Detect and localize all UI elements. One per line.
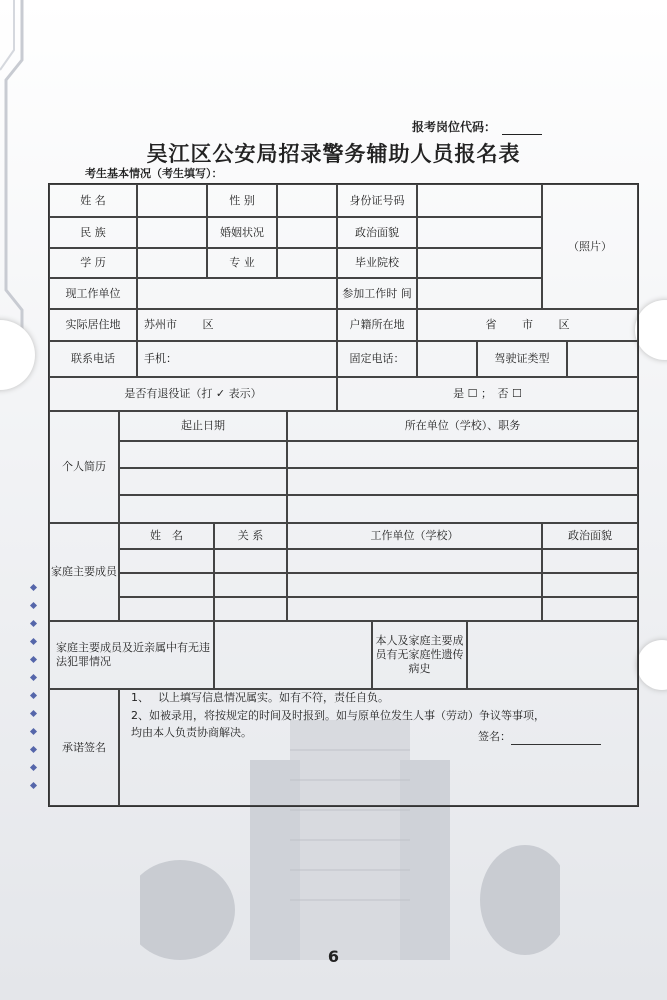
label-residence: 实际居住地: [49, 309, 137, 341]
diamond-dots-decoration: [30, 585, 38, 801]
input-id-number[interactable]: [417, 184, 542, 217]
label-resume: 个人简历: [49, 411, 119, 523]
input-ethnicity[interactable]: [137, 217, 207, 248]
family-col-relation: 关 系: [214, 523, 287, 549]
family-row-employer[interactable]: [287, 549, 542, 573]
input-work-start[interactable]: [417, 278, 542, 309]
label-family: 家庭主要成员: [49, 523, 119, 621]
label-employer: 现工作单位: [49, 278, 137, 309]
signature-label: 签名：: [478, 729, 511, 743]
label-education: 学 历: [49, 248, 137, 278]
label-crime: 家庭主要成员及近亲属中有无违法犯罪情况: [49, 621, 214, 689]
resume-row-employer[interactable]: [287, 441, 638, 468]
pledge-line-1: 1、 以上填写信息情况属实。如有不符，责任自负。: [131, 691, 389, 704]
resume-row-dates[interactable]: [119, 441, 287, 468]
family-row-name[interactable]: [119, 549, 214, 573]
resume-col-dates: 起止日期: [119, 411, 287, 441]
registration-form-table: [48, 183, 639, 807]
input-hukou[interactable]: 省 市 区: [417, 309, 638, 341]
label-pledge: 承诺签名: [49, 689, 119, 806]
input-mobile[interactable]: 手机：: [137, 341, 337, 377]
label-school: 毕业院校: [337, 248, 417, 278]
right-circle-decoration: [635, 300, 667, 360]
right-circle-decoration-2: [637, 640, 667, 690]
family-row-name[interactable]: [119, 573, 214, 597]
family-col-name: 姓 名: [119, 523, 214, 549]
page-number: 6: [327, 947, 340, 966]
input-marital[interactable]: [277, 217, 337, 248]
family-row-employer[interactable]: [287, 597, 542, 621]
input-name[interactable]: [137, 184, 207, 217]
section-label: 考生基本情况（考生填写）：: [85, 167, 223, 180]
resume-row-dates[interactable]: [119, 468, 287, 495]
family-row-relation[interactable]: [214, 549, 287, 573]
family-row-political[interactable]: [542, 597, 638, 621]
label-political: 政治面貌: [337, 217, 417, 248]
label-hukou: 户籍所在地: [337, 309, 417, 341]
label-work-start: 参加工作时 间: [337, 278, 417, 309]
family-row-relation[interactable]: [214, 573, 287, 597]
family-row-employer[interactable]: [287, 573, 542, 597]
input-landline[interactable]: [417, 341, 477, 377]
family-row-political[interactable]: [542, 549, 638, 573]
label-gender: 性 别: [207, 184, 277, 217]
label-contact: 联系电话: [49, 341, 137, 377]
label-id-number: 身份证号码: [337, 184, 417, 217]
label-marital: 婚姻状况: [207, 217, 277, 248]
input-education[interactable]: [137, 248, 207, 278]
post-code-field: [412, 118, 542, 135]
resume-row-dates[interactable]: [119, 495, 287, 523]
label-ethnicity: 民 族: [49, 217, 137, 248]
input-major[interactable]: [277, 248, 337, 278]
label-name: 姓 名: [49, 184, 137, 217]
pledge-text: [131, 689, 631, 745]
resume-row-employer[interactable]: [287, 495, 638, 523]
label-landline: 固定电话：: [337, 341, 417, 377]
input-disease[interactable]: [467, 621, 638, 689]
family-row-political[interactable]: [542, 573, 638, 597]
form-title: 吴江区公安局招录警务辅助人员报名表: [146, 141, 521, 166]
signature-line[interactable]: [511, 732, 601, 745]
pledge-line-2: 2、如被录用，将按规定的时间及时报到。如与原单位发生人事（劳动）争议等事项，: [131, 708, 545, 722]
label-disease: 本人及家庭主要成员有无家庭性遗传病史: [372, 621, 467, 689]
input-gender[interactable]: [277, 184, 337, 217]
veteran-options[interactable]: 是 ☐ ； 否 ☐: [337, 377, 638, 411]
input-school[interactable]: [417, 248, 542, 278]
post-code-blank[interactable]: [502, 122, 542, 135]
input-license[interactable]: [567, 341, 638, 377]
input-residence[interactable]: 苏州市 区: [137, 309, 337, 341]
pledge-line-3: 均由本人负责协商解决。: [131, 726, 252, 740]
family-col-employer: 工作单位（学校）: [287, 523, 542, 549]
label-license: 驾驶证类型: [477, 341, 567, 377]
family-row-relation[interactable]: [214, 597, 287, 621]
family-row-name[interactable]: [119, 597, 214, 621]
input-political[interactable]: [417, 217, 542, 248]
resume-row-employer[interactable]: [287, 468, 638, 495]
input-employer[interactable]: [137, 278, 337, 309]
label-veteran: 是否有退役证（打 ✓ 表示）: [49, 377, 337, 411]
input-crime[interactable]: [214, 621, 372, 689]
post-code-label: 报考岗位代码：: [412, 120, 497, 134]
photo-box[interactable]: （照片）: [542, 184, 638, 309]
label-major: 专 业: [207, 248, 277, 278]
family-col-political: 政治面貌: [542, 523, 638, 549]
resume-col-employer: 所在单位（学校）、职务: [287, 411, 638, 441]
